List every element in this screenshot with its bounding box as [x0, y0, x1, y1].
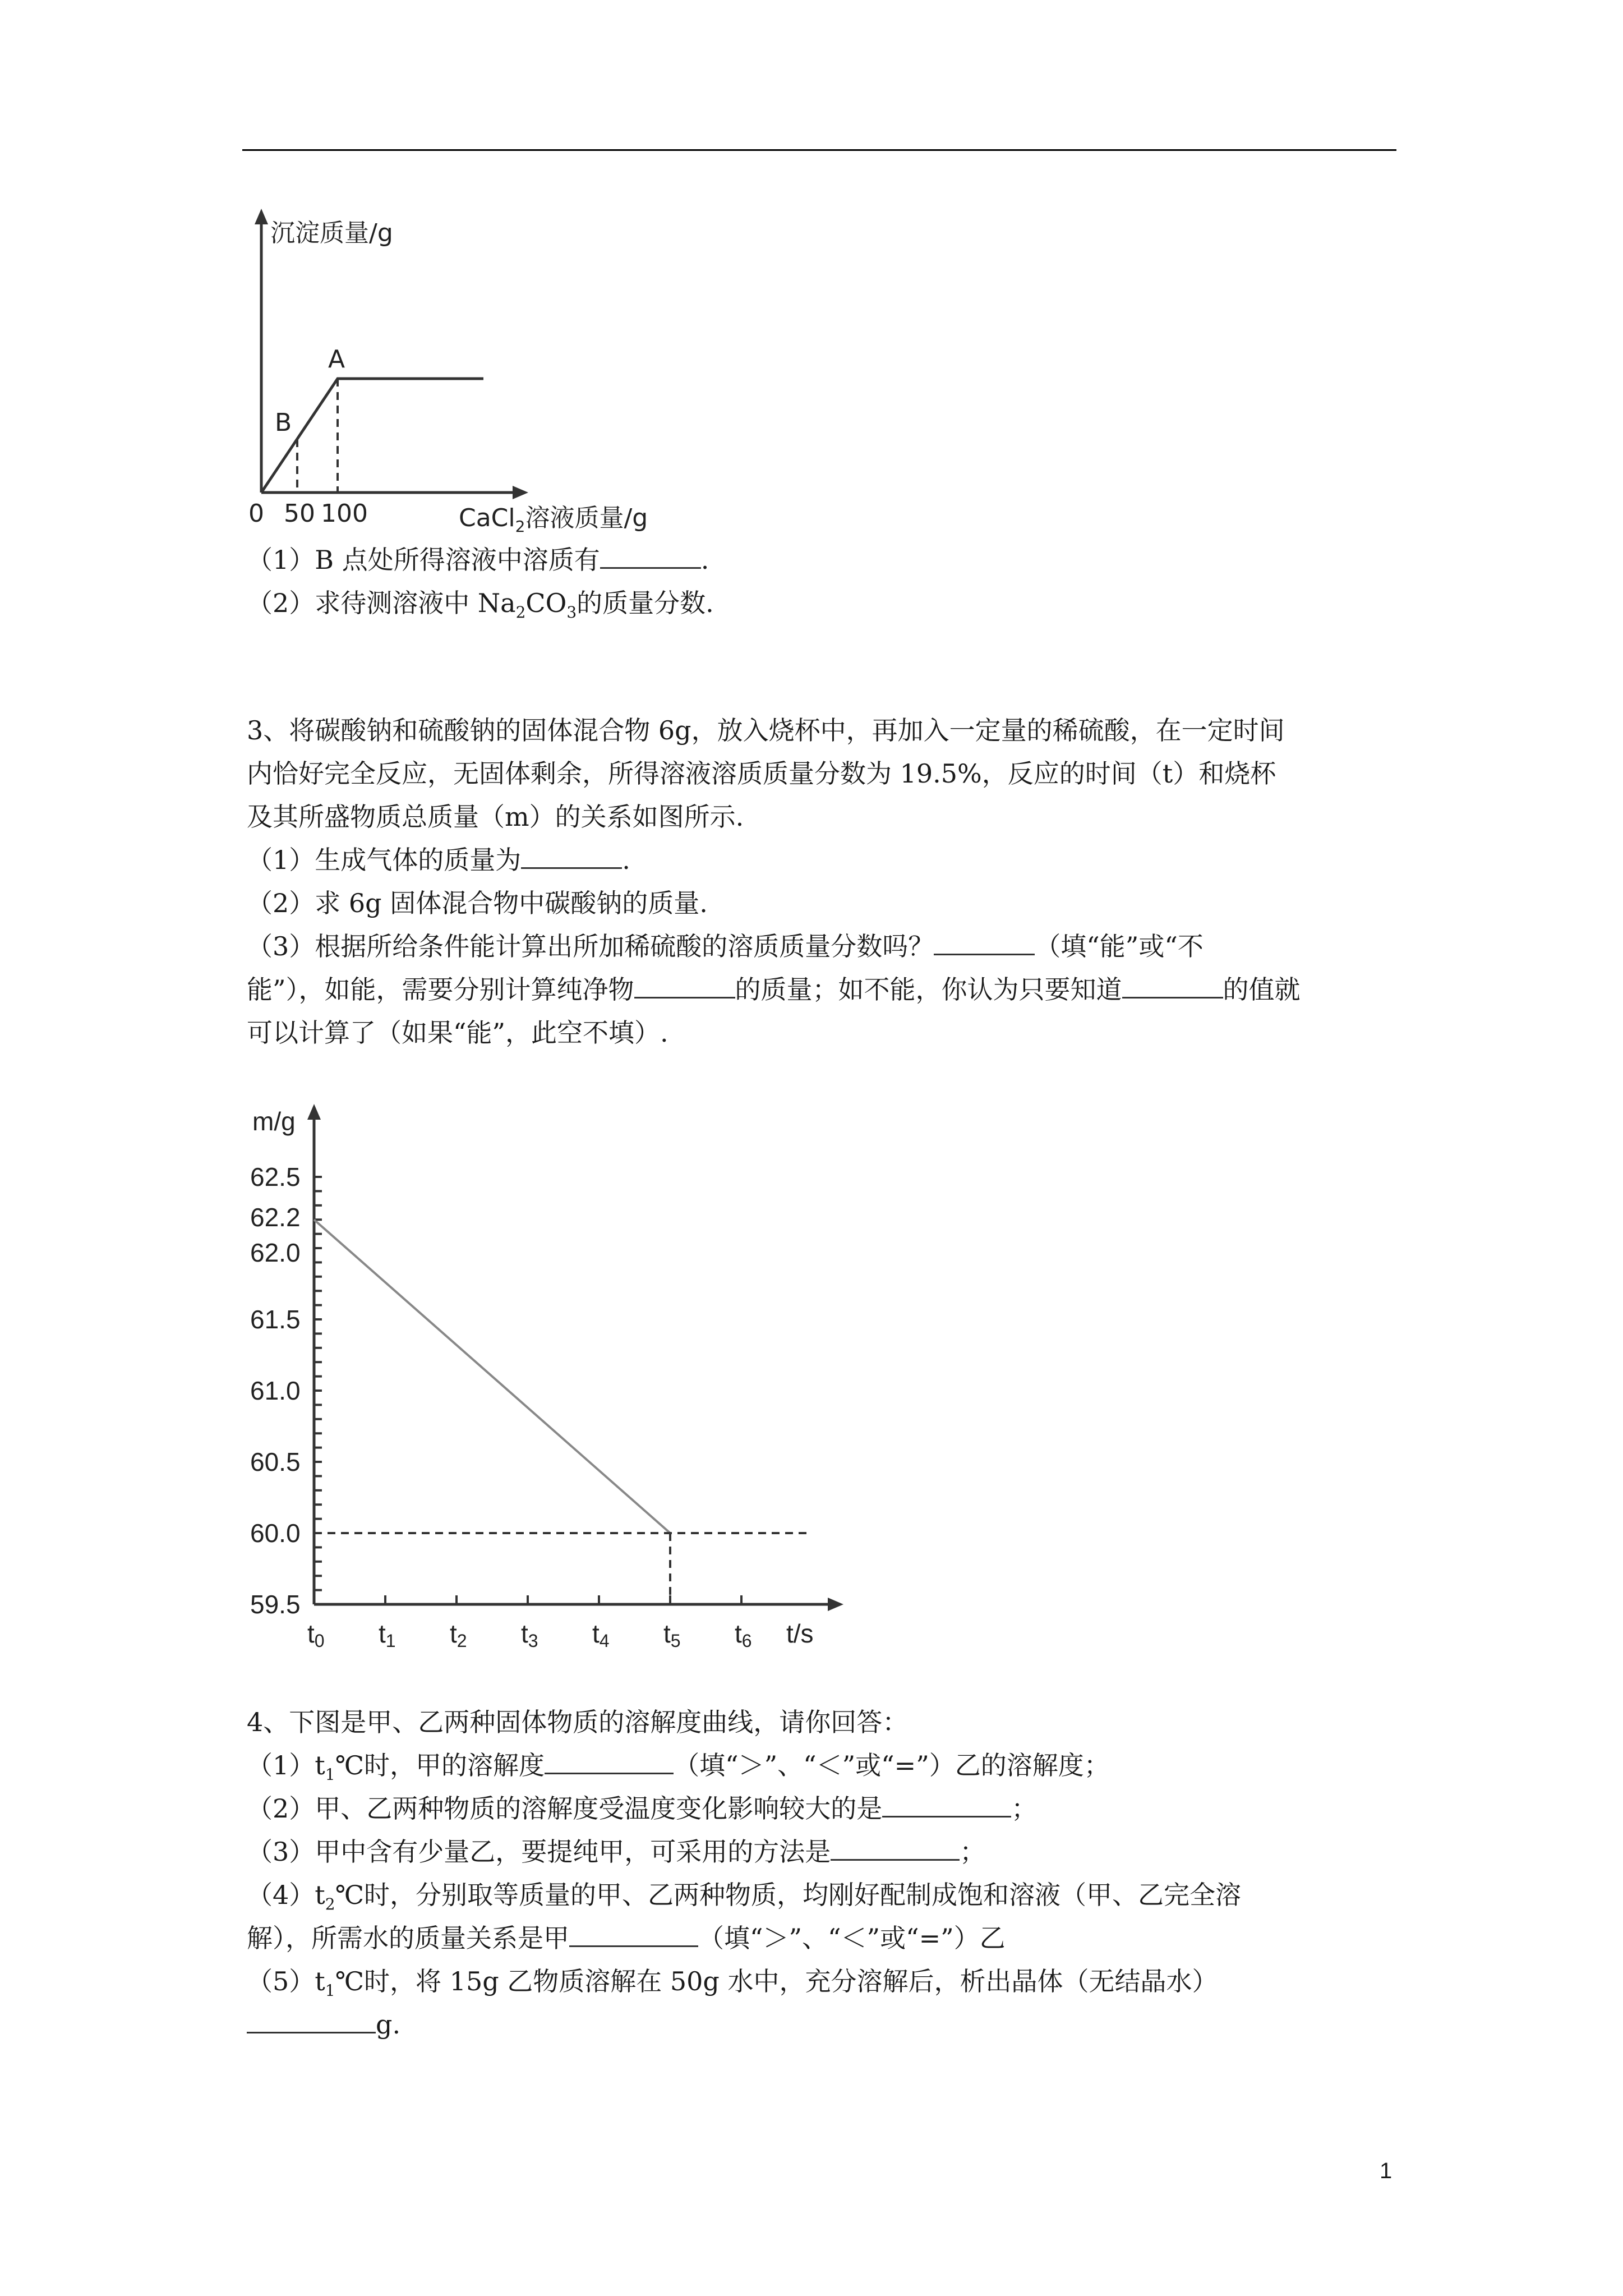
chart2-y-label: m/g — [252, 1107, 296, 1136]
chart2-curve — [314, 1220, 670, 1533]
chart2-y-tick-label: 61.0 — [250, 1376, 301, 1405]
chart2-x-label: t/s — [786, 1619, 814, 1648]
q4-sub1: $(1)t_1℃$时，甲的溶解度 （填“＞”、“＜”或“=”）乙的溶解度； — [247, 1750, 1110, 1784]
q2-sub2: （2）求待测溶液中 $Na_2CO_3$的质量分数. — [247, 588, 714, 622]
chart1-x-tick-label: 100 — [321, 499, 368, 528]
q4-sub2: （2）甲、乙两种物质的溶解度受温度变化影响较大的是 ； — [247, 1793, 1038, 1824]
q3-sub3: （3）根据所给条件能计算出所加稀硫酸的溶质质量分数吗？ （填“能”或“不 — [247, 931, 1204, 961]
chart2-x-tick-label: t1 — [379, 1619, 396, 1651]
chart2-y-tick-label: 59.5 — [250, 1590, 301, 1619]
q3-sub3-cont: 能”），如能，需要分别计算纯净物 的质量；如不能，你认为只要知道 的值就 — [247, 974, 1301, 1005]
chart2-x-tick-label: t2 — [450, 1619, 467, 1651]
chart1-point-a-label: A — [328, 345, 345, 374]
chart1-x-label: CaCl$_2$溶液质量/g — [459, 504, 648, 536]
chart1-point-b-label: B — [275, 408, 292, 437]
chart2-x-tick-label: t3 — [521, 1619, 538, 1651]
chart2-y-tick-label: 60.0 — [250, 1519, 301, 1548]
q2-sub1: （1）B 点处所得溶液中溶质有 . — [247, 545, 709, 575]
answer-blank[interactable] — [569, 1923, 698, 1947]
q4-sub4-cont: 解），所需水的质量关系是甲 （填“＞”、“＜”或“=”）乙 — [247, 1923, 1006, 1953]
chart2-x-tick-label: t5 — [663, 1619, 681, 1651]
q3-sub1: （1）生成气体的质量为 . — [247, 845, 630, 875]
q4-stem: 4、下图是甲、乙两种固体物质的溶解度曲线，请你回答： — [247, 1707, 909, 1737]
q3-stem-line3: 及其所盛物质总质量（m）的关系如图所示. — [247, 802, 744, 832]
chart2-y-tick-label: 60.5 — [250, 1447, 301, 1476]
chart2-y-tick-label: 61.5 — [250, 1305, 301, 1334]
chart2-x-tick-label: t6 — [735, 1619, 752, 1651]
chart2-x-tick-label: t4 — [592, 1619, 610, 1651]
q4-sub5-cont: g. — [247, 2008, 400, 2041]
q3-sub3-end: 可以计算了（如果“能”，此空不填）. — [247, 1018, 668, 1048]
q4-sub5: $(5)t_1℃$时，将 15g 乙物质溶解在 50g 水中，充分溶解后，析出晶体（无结晶水） — [247, 1966, 1218, 2000]
answer-blank[interactable] — [247, 2009, 376, 2033]
page-number: 1 — [1380, 2159, 1393, 2183]
q4-sub3: （3）甲中含有少量乙，要提纯甲，可采用的方法是 ； — [247, 1837, 986, 1867]
chart1-origin-label: 0 — [248, 499, 264, 528]
q3-sub2: （2）求 6g 固体混合物中碳酸钠的质量. — [247, 888, 708, 918]
chart2-y-tick-label: 62.2 — [250, 1203, 301, 1232]
chart2-y-tick-label: 62.0 — [250, 1238, 301, 1267]
q3-stem-line1: 3、将碳酸钠和硫酸钠的固体混合物 6g，放入烧杯中，再加入一定量的稀硫酸，在一定时间 — [247, 715, 1285, 746]
answer-blank[interactable] — [831, 1837, 960, 1861]
q3-stem-line2: 内恰好完全反应，无固体剩余，所得溶液溶质质量分数为 19.5%，反应的时间（t）和烧杯 — [247, 758, 1276, 789]
chart2-x-tick-label: t0 — [307, 1619, 325, 1651]
chart2-x-arrow — [828, 1598, 843, 1611]
chart2-y-arrow — [307, 1104, 321, 1120]
answer-blank[interactable] — [882, 1793, 1011, 1818]
answer-blank[interactable] — [545, 1750, 674, 1774]
chart2-y-tick-label: 62.5 — [250, 1162, 301, 1191]
chart1-x-tick-label: 50 — [284, 499, 315, 528]
q4-sub4: $(4)t_2℃$时，分别取等质量的甲、乙两种物质，均刚好配制成饱和溶液（甲、乙完全溶 — [247, 1880, 1242, 1914]
chart1-y-label: 沉淀质量/g — [270, 219, 393, 247]
